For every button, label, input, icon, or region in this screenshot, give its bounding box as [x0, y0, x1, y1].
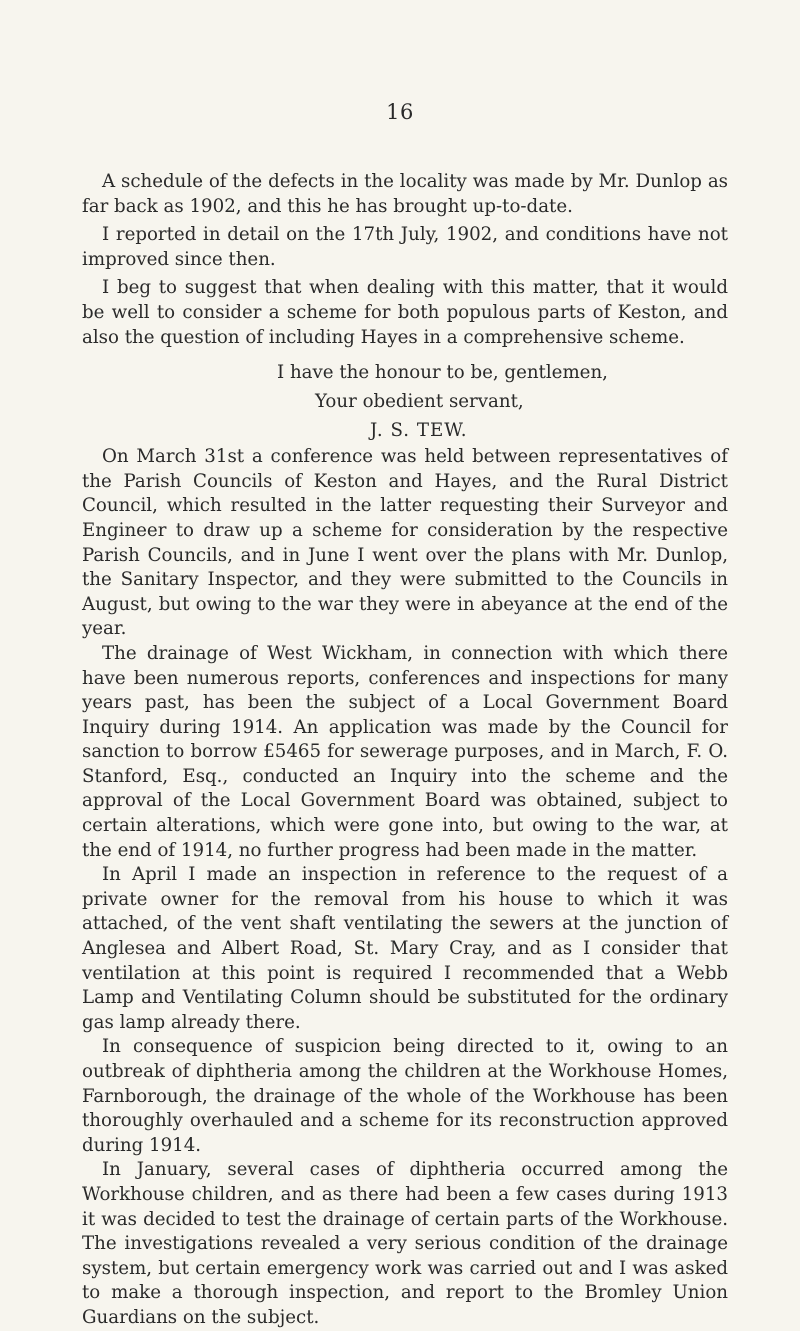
paragraph-west-wickham-drainage: The drainage of West Wickham, in connection with which there have been numerous reports, conferences and inspections for many years past, has been the subject of a Local Government Board Inquiry during 1914. An application was made by the Council for sanction to borrow £5465 for sewerage purposes, and in March, F. O. Stanford, Esq., conducted an Inquiry into the scheme and the approval of the Local Government Board was obtained, subject to certain alterations, which were gone into, but owing to the war, at the end of 1914, no further progress had been made in the matter.: [82, 642, 728, 861]
letter-signoff: [82, 358, 728, 445]
page-number: 16: [386, 100, 414, 124]
signoff-signature: J. S. TEW.: [370, 420, 468, 442]
body-text: [82, 170, 728, 1331]
paragraph-defects-schedule: A schedule of the defects in the locality was made by Mr. Dunlop as far back as 1902, and this he has brought up-to-date.: [82, 171, 728, 217]
signoff-honour-line: I have the honour to be, gentlemen,: [277, 362, 608, 384]
signoff-servant-line: Your obedient servant,: [315, 391, 524, 413]
paragraph-conference: On March 31st a conference was held between representatives of the Parish Councils of Keston and Hayes, and the Rural District Council, which resulted in the latter requesting their Surveyor and Engineer to draw up a scheme for consideration by the respective Parish Councils, and in June I went over the plans with Mr. Dunlop, the Sanitary Inspector, and they were submitted to the Councils in August, but owing to the war they were in abeyance at the end of the year.: [82, 446, 728, 640]
paragraph-workhouse-drainage: In consequence of suspicion being directed to it, owing to an outbreak of diphtheria among the children at the Workhouse Homes, Farnborough, the drainage of the whole of the Workhouse has been thoroughly overhauled and a scheme for its reconstruction approved during 1914.: [82, 1036, 728, 1156]
paragraph-suggestion: I beg to suggest that when dealing with this matter, that it would be well to consider a scheme for both populous parts of Keston, and also the question of including Hayes in a comprehensive scheme.: [82, 277, 728, 348]
paragraph-report-1902: I reported in detail on the 17th July, 1902, and conditions have not improved since then.: [82, 224, 728, 270]
paragraph-diphtheria-cases: In January, several cases of diphtheria occurred among the Workhouse children, and as there had been a few cases during 1913 it was decided to test the drainage of certain parts of the Workhouse. The investigations revealed a very serious condition of the drainage system, but certain emergency work was carried out and I was asked to make a thorough inspection, and report to the Bromley Union Guardians on the subject.: [82, 1159, 728, 1328]
paragraph-vent-shaft: In April I made an inspection in reference to the request of a private owner for the removal from his house to which it was attached, of the vent shaft ventilating the sewers at the junction of Anglesea and Albert Road, St. Mary Cray, and as I consider that ventilation at this point is required I recommended that a Webb Lamp and Ventilating Column should be substituted for the ordinary gas lamp already there.: [82, 864, 728, 1033]
